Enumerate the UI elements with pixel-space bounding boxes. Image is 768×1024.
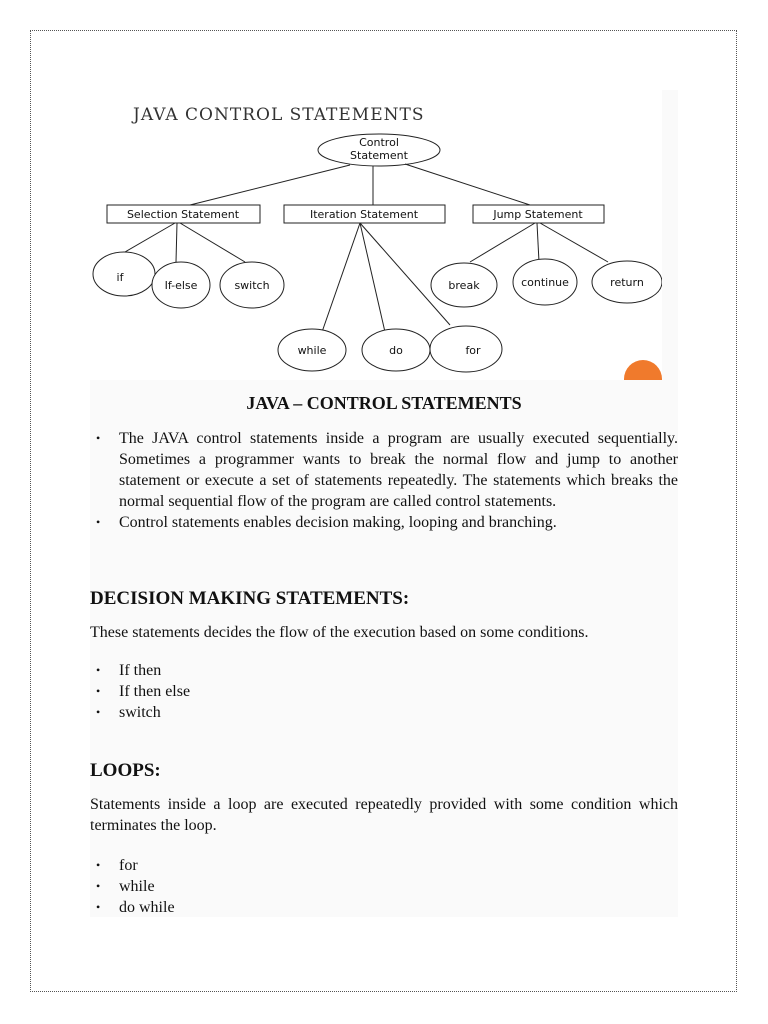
decision-heading: DECISION MAKING STATEMENTS: bbox=[90, 588, 410, 609]
diagram-svg bbox=[90, 90, 662, 380]
for-label: for bbox=[465, 344, 481, 357]
switch-label: switch bbox=[234, 279, 270, 292]
decision-item-switch: • switch bbox=[90, 702, 190, 723]
control-statements-diagram bbox=[90, 90, 662, 380]
do-label: do bbox=[389, 344, 403, 357]
jump-statement-label: Jump Statement bbox=[493, 208, 583, 221]
if-node bbox=[93, 252, 155, 296]
selection-statement-label: Selection Statement bbox=[126, 208, 240, 221]
decision-text: These statements decides the flow of the execution based on some conditions. bbox=[90, 624, 589, 641]
if-else-label: If-else bbox=[164, 279, 198, 292]
break-label: break bbox=[448, 279, 480, 292]
loops-list bbox=[90, 855, 175, 918]
decision-list bbox=[90, 660, 190, 723]
diagram-title: JAVA CONTROL STATEMENTS bbox=[133, 105, 425, 125]
loops-text: Statements inside a loop are executed repeatedly provided with some condition which terminates the loop. bbox=[90, 796, 678, 834]
root-label-line1: Control bbox=[359, 136, 399, 149]
decision-item-if-then: • If then bbox=[90, 660, 190, 681]
loops-item-for: • for bbox=[90, 855, 175, 876]
continue-label: continue bbox=[521, 276, 569, 289]
intro-bullet-1: • The JAVA control statements inside a program are usually executed sequentially. Sometimes a programmer wants to break the normal flow and jump to another statement or execute a set of statements repeatedly. The statements which breaks the normal sequential flow of the program are called control statements. bbox=[90, 428, 678, 512]
loops-item-while: • while bbox=[90, 876, 175, 897]
decision-item-if-then-else: • If then else bbox=[90, 681, 190, 702]
intro-bullet-list bbox=[90, 428, 678, 533]
main-heading: JAVA – CONTROL STATEMENTS bbox=[246, 393, 522, 413]
return-label: return bbox=[610, 276, 644, 289]
root-connectors bbox=[190, 164, 530, 205]
iteration-statement-label: Iteration Statement bbox=[309, 208, 419, 221]
loops-heading: LOOPS: bbox=[90, 760, 161, 781]
root-label-line2: Statement bbox=[350, 149, 408, 162]
while-label: while bbox=[297, 344, 327, 357]
loops-item-do-while: • do while bbox=[90, 897, 175, 918]
intro-bullet-2: • Control statements enables decision making, looping and branching. bbox=[90, 512, 678, 533]
if-label: if bbox=[116, 271, 124, 284]
